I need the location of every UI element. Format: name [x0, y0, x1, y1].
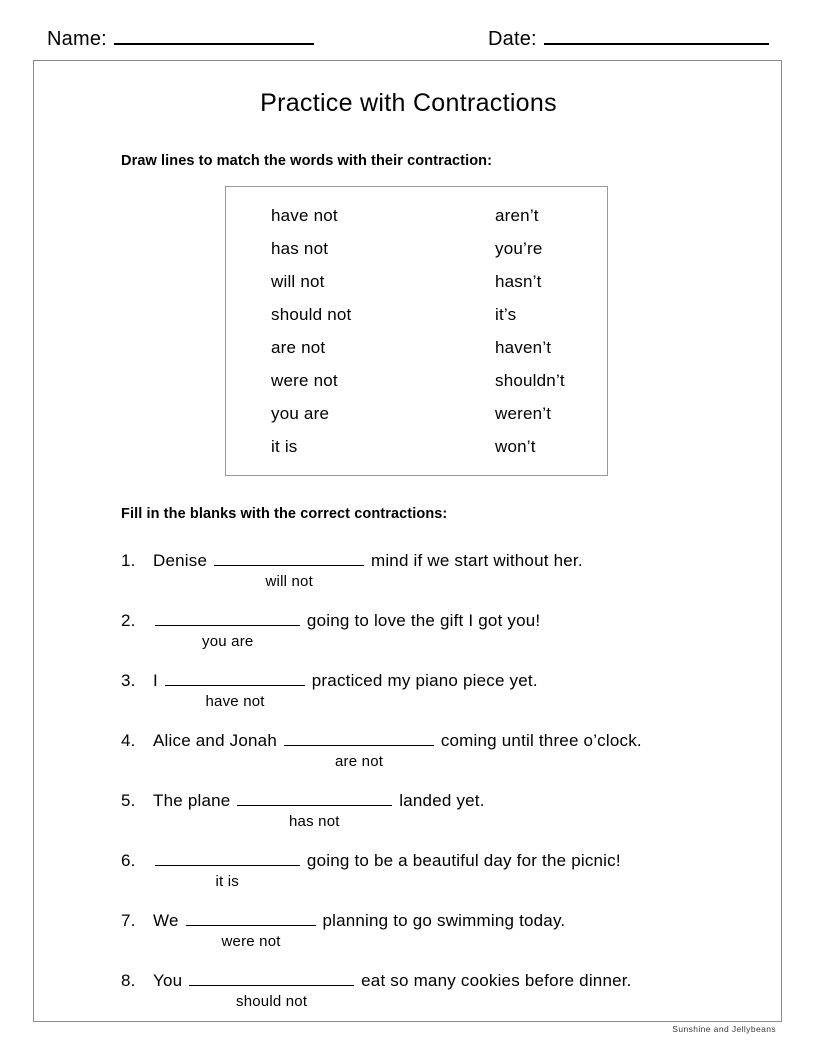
match-word[interactable]: you are: [271, 404, 330, 423]
item-number: 6.: [121, 851, 136, 870]
fill-in-item: [121, 611, 761, 671]
match-word[interactable]: have not: [271, 206, 338, 225]
match-word[interactable]: it is: [271, 437, 298, 456]
match-contraction[interactable]: it’s: [495, 305, 517, 324]
match-row: [226, 371, 609, 404]
date-label: Date:: [488, 28, 537, 50]
header-fields: [0, 28, 816, 62]
sentence-before-blank: We: [153, 911, 184, 930]
answer-blank[interactable]: [284, 731, 434, 746]
blank-hint-word: has not: [289, 813, 340, 830]
sentence-before-blank: Alice and Jonah: [153, 731, 282, 750]
answer-blank[interactable]: [155, 611, 300, 626]
match-contraction[interactable]: hasn’t: [495, 272, 542, 291]
answer-blank[interactable]: [186, 911, 316, 926]
fill-in-sentence: [121, 731, 761, 755]
item-number: 5.: [121, 791, 136, 810]
worksheet-frame: [33, 60, 782, 1022]
name-field[interactable]: [47, 28, 314, 51]
answer-blank[interactable]: [214, 551, 364, 566]
matching-box: [225, 186, 608, 476]
credit-text: Sunshine and Jellybeans: [672, 1024, 776, 1034]
match-row: [226, 206, 609, 239]
fill-in-item: [121, 791, 761, 851]
match-word[interactable]: were not: [271, 371, 338, 390]
fill-in-item: [121, 551, 761, 611]
match-word[interactable]: has not: [271, 239, 329, 258]
item-number: 2.: [121, 611, 136, 630]
sentence-before-blank: The plane: [153, 791, 236, 810]
sentence-before-blank: I: [153, 671, 163, 690]
sentence-after-blank: landed yet.: [394, 791, 485, 810]
fill-in-sentence: [121, 911, 761, 935]
answer-blank[interactable]: [165, 671, 305, 686]
fill-in-item: [121, 671, 761, 731]
sentence-after-blank: coming until three o’clock.: [435, 731, 642, 750]
sentence-before-blank: You: [153, 971, 188, 990]
sentence-after-blank: mind if we start without her.: [366, 551, 583, 570]
match-row: [226, 338, 609, 371]
match-row: [226, 239, 609, 272]
answer-blank[interactable]: [237, 791, 392, 806]
match-contraction[interactable]: shouldn’t: [495, 371, 565, 390]
answer-blank[interactable]: [155, 851, 300, 866]
sentence-after-blank: planning to go swimming today.: [317, 911, 566, 930]
fill-in-item: [121, 731, 761, 791]
sentence-after-blank: going to be a beautiful day for the picnic!: [302, 851, 621, 870]
item-number: 4.: [121, 731, 136, 750]
match-word[interactable]: should not: [271, 305, 352, 324]
fill-in-item: [121, 851, 761, 911]
item-number: 3.: [121, 671, 136, 690]
blank-hint-word: have not: [205, 693, 265, 710]
fill-in-item: [121, 971, 761, 1031]
fill-in-sentence: [121, 611, 761, 635]
match-row: [226, 305, 609, 338]
match-contraction[interactable]: weren’t: [495, 404, 552, 423]
blank-hint-word: it is: [215, 873, 239, 890]
match-contraction[interactable]: won’t: [495, 437, 536, 456]
match-contraction[interactable]: aren’t: [495, 206, 539, 225]
match-word[interactable]: are not: [271, 338, 326, 357]
sentence-after-blank: eat so many cookies before dinner.: [356, 971, 632, 990]
fill-in-sentence: [121, 551, 761, 575]
name-write-line[interactable]: [114, 28, 314, 45]
matching-instruction: Draw lines to match the words with their contraction:: [121, 153, 493, 169]
fill-in-sentence: [121, 791, 761, 815]
answer-blank[interactable]: [189, 971, 354, 986]
page-title: Practice with Contractions: [260, 89, 557, 117]
fill-in-sentence: [121, 971, 761, 995]
blank-hint-word: were not: [221, 933, 281, 950]
blank-hint-word: will not: [265, 573, 313, 590]
item-number: 8.: [121, 971, 136, 990]
match-row: [226, 404, 609, 437]
match-word[interactable]: will not: [271, 272, 325, 291]
date-field[interactable]: [488, 28, 769, 51]
sentence-before-blank: Denise: [153, 551, 213, 570]
match-row: [226, 437, 609, 470]
name-label: Name:: [47, 28, 107, 50]
fill-in-sentence: [121, 671, 761, 695]
sentence-after-blank: practiced my piano piece yet.: [306, 671, 538, 690]
sentence-after-blank: going to love the gift I got you!: [302, 611, 541, 630]
blank-hint-word: should not: [236, 993, 308, 1010]
fill-in-item: [121, 911, 761, 971]
fill-in-instruction: Fill in the blanks with the correct contractions:: [121, 506, 448, 522]
match-row: [226, 272, 609, 305]
match-contraction[interactable]: you’re: [495, 239, 543, 258]
blank-hint-word: are not: [335, 753, 384, 770]
date-write-line[interactable]: [544, 28, 769, 45]
blank-hint-word: you are: [202, 633, 254, 650]
match-contraction[interactable]: haven’t: [495, 338, 552, 357]
item-number: 7.: [121, 911, 136, 930]
fill-in-sentence: [121, 851, 761, 875]
item-number: 1.: [121, 551, 136, 570]
